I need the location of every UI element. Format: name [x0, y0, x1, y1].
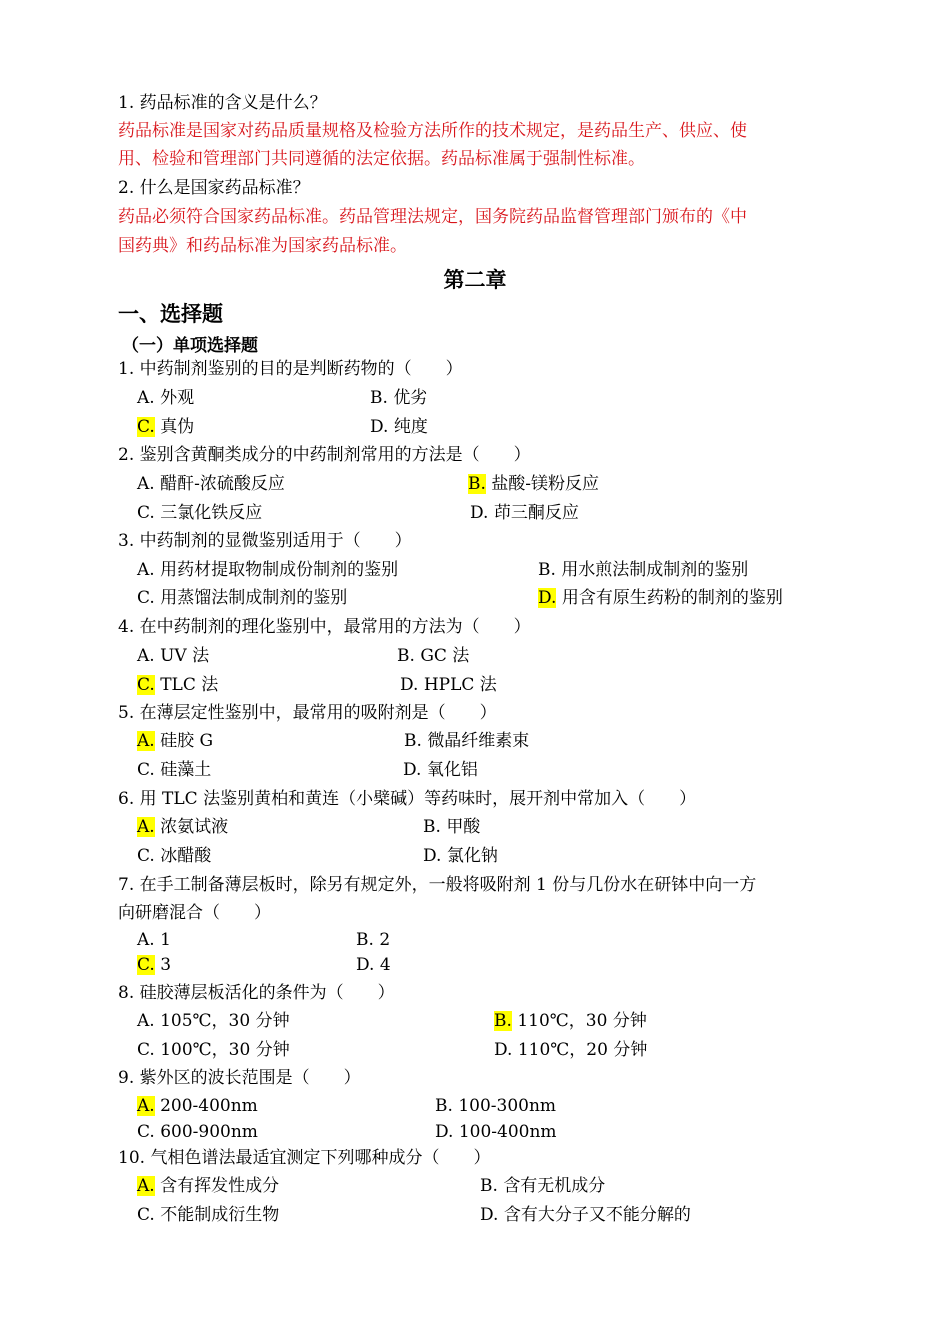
question-10-option-d [480, 1204, 691, 1226]
question-1-stem: 1. 中药制剂鉴别的目的是判断药物的（ ） [118, 359, 463, 379]
question-10-option-b [480, 1175, 605, 1197]
option-text: C. [137, 1205, 155, 1225]
question-3-option-d [538, 587, 783, 609]
option-text: 2 [379, 930, 391, 950]
question-6-option-c [137, 845, 211, 867]
question-8-stem: 8. 硅胶薄层板活化的条件为（ ） [118, 983, 395, 1003]
question-8-option-d [494, 1039, 647, 1061]
option-text: A. [137, 388, 155, 408]
option-text: D. [400, 675, 419, 695]
intro-answer-1-line-2: 用、检验和管理部门共同遵循的法定依据。药品标准属于强制性标准。 [118, 149, 645, 169]
question-8-option-c [137, 1039, 290, 1061]
option-text: 用蒸馏法制成制剂的鉴别 [160, 588, 348, 608]
question-2-option-d [470, 502, 579, 524]
question-2-stem: 2. 鉴别含黄酮类成分的中药制剂常用的方法是（ ） [118, 445, 531, 465]
option-text: D. [494, 1040, 513, 1060]
option-text: HPLC 法 [423, 675, 497, 695]
option-text: 含有无机成分 [503, 1176, 606, 1196]
answer-highlight: A. [137, 731, 155, 751]
question-9-option-d [435, 1121, 557, 1143]
question-1-option-a [137, 387, 194, 409]
option-text: 三氯化铁反应 [160, 503, 263, 523]
option-text: A. [137, 930, 155, 950]
option-text: B. [356, 930, 374, 950]
option-text: B. [404, 731, 422, 751]
question-4-option-d [400, 674, 497, 696]
option-text: 冰醋酸 [160, 846, 212, 866]
question-5-stem: 5. 在薄层定性鉴别中，最常用的吸附剂是（ ） [118, 703, 497, 723]
question-1-option-c [137, 416, 194, 438]
question-7-stem-line-2: 向研磨混合（ ） [118, 903, 271, 923]
option-text: 3 [160, 955, 172, 975]
question-8-option-b [494, 1010, 647, 1032]
question-4-option-a [137, 645, 209, 667]
answer-highlight: A. [137, 1096, 155, 1116]
option-text: D. [480, 1205, 499, 1225]
question-7-stem-line-1: 7. 在手工制备薄层板时，除另有规定外，一般将吸附剂 1 份与几份水在研钵中向一方 [118, 875, 757, 895]
option-text: 100-400nm [458, 1122, 557, 1142]
question-5-option-b [404, 730, 529, 752]
question-2-option-c [137, 502, 262, 524]
question-7-option-b [356, 929, 390, 951]
option-text: GC 法 [420, 646, 470, 666]
option-text: B. [397, 646, 415, 666]
option-text: 4 [379, 955, 391, 975]
option-text: A. [137, 474, 155, 494]
question-9-option-a [137, 1095, 258, 1117]
option-text: 用药材提取物制成份制剂的鉴别 [160, 560, 399, 580]
question-3-option-a [137, 559, 398, 581]
option-text: B. [435, 1096, 453, 1116]
option-text: 氯化钠 [446, 846, 498, 866]
intro-answer-2-line-1: 药品必须符合国家药品标准。药品管理法规定，国务院药品监督管理部门颁布的《中 [118, 207, 747, 227]
option-text: 外观 [160, 388, 195, 408]
question-6-option-a [137, 816, 228, 838]
option-text: 100-300nm [458, 1096, 557, 1116]
answer-highlight: B. [468, 474, 486, 494]
question-7-option-a [137, 929, 171, 951]
option-text: 微晶纤维素束 [427, 731, 530, 751]
option-text: 200-400nm [160, 1096, 258, 1116]
option-text: C. [137, 1040, 155, 1060]
question-2-option-a [137, 473, 285, 495]
option-text: 100℃，30 分钟 [160, 1040, 290, 1060]
option-text: B. [370, 388, 388, 408]
option-text: 纯度 [393, 417, 428, 437]
option-text: A. [137, 560, 155, 580]
question-9-option-c [137, 1121, 258, 1143]
option-text: 茚三酮反应 [493, 503, 579, 523]
question-3-stem: 3. 中药制剂的显微鉴别适用于（ ） [118, 531, 412, 551]
option-text: 110℃，30 分钟 [517, 1011, 647, 1031]
option-text: D. [435, 1122, 454, 1142]
option-text: C. [137, 588, 155, 608]
option-text: 浓氨试液 [160, 817, 229, 837]
option-text: 优劣 [393, 388, 428, 408]
option-text: C. [137, 503, 155, 523]
question-3-option-b [538, 559, 748, 581]
option-text: 盐酸-镁粉反应 [491, 474, 600, 494]
question-6-option-b [423, 816, 480, 838]
answer-highlight: D. [538, 588, 557, 608]
question-10-option-a [137, 1175, 279, 1197]
option-text: D. [423, 846, 442, 866]
chapter-title: 第二章 [443, 267, 507, 292]
option-text: 氧化铝 [426, 760, 478, 780]
option-text: 105℃，30 分钟 [160, 1011, 290, 1031]
answer-highlight: C. [137, 417, 155, 437]
option-text: C. [137, 760, 155, 780]
option-text: 110℃，20 分钟 [517, 1040, 648, 1060]
option-text: D. [470, 503, 489, 523]
question-2-option-b [468, 473, 599, 495]
answer-highlight: A. [137, 1176, 155, 1196]
option-text: D. [370, 417, 389, 437]
option-text: B. [423, 817, 441, 837]
option-text: 1 [160, 930, 171, 950]
question-6-option-d [423, 845, 498, 867]
question-9-stem: 9. 紫外区的波长范围是（ ） [118, 1068, 361, 1088]
subsection-title: （一）单项选择题 [122, 336, 258, 356]
intro-question-1: 1. 药品标准的含义是什么？ [118, 93, 327, 113]
section-title: 一、选择题 [118, 301, 223, 326]
question-1-option-d [370, 416, 428, 438]
question-10-option-c [137, 1204, 279, 1226]
question-1-option-b [370, 387, 427, 409]
question-5-option-c [137, 759, 211, 781]
option-text: 硅胶 G [160, 731, 214, 751]
option-text: A. [137, 646, 155, 666]
question-4-stem: 4. 在中药制剂的理化鉴别中，最常用的方法为（ ） [118, 617, 531, 637]
option-text: C. [137, 1122, 155, 1142]
option-text: 真伪 [160, 417, 195, 437]
answer-highlight: A. [137, 817, 155, 837]
option-text: 用水煎法制成制剂的鉴别 [561, 560, 749, 580]
question-4-option-c [137, 674, 218, 696]
question-3-option-c [137, 587, 347, 609]
option-text: 含有大分子又不能分解的 [503, 1205, 691, 1225]
question-5-option-d [403, 759, 478, 781]
intro-answer-2-line-2: 国药典》和药品标准为国家药品标准。 [118, 236, 407, 256]
option-text: 甲酸 [446, 817, 481, 837]
answer-highlight: C. [137, 955, 155, 975]
option-text: C. [137, 846, 155, 866]
option-text: A. [137, 1011, 155, 1031]
question-6-stem: 6. 用 TLC 法鉴别黄柏和黄连（小檗碱）等药味时，展开剂中常加入（ ） [118, 789, 697, 809]
option-text: 醋酐-浓硫酸反应 [160, 474, 285, 494]
question-7-option-c [137, 954, 171, 976]
question-7-option-d [356, 954, 391, 976]
option-text: B. [538, 560, 556, 580]
intro-question-2: 2. 什么是国家药品标准？ [118, 178, 310, 198]
option-text: 含有挥发性成分 [160, 1176, 280, 1196]
question-8-option-a [137, 1010, 290, 1032]
answer-highlight: B. [494, 1011, 512, 1031]
option-text: B. [480, 1176, 498, 1196]
option-text: 用含有原生药粉的制剂的鉴别 [561, 588, 783, 608]
question-10-stem: 10. 气相色谱法最适宜测定下列哪种成分（ ） [118, 1148, 491, 1168]
answer-highlight: C. [137, 675, 155, 695]
intro-answer-1-line-1: 药品标准是国家对药品质量规格及检验方法所作的技术规定，是药品生产、供应、使 [118, 121, 747, 141]
question-4-option-b [397, 645, 469, 667]
option-text: UV 法 [160, 646, 210, 666]
question-5-option-a [137, 730, 213, 752]
option-text: 600-900nm [160, 1122, 258, 1142]
option-text: 硅藻土 [160, 760, 212, 780]
option-text: D. [403, 760, 422, 780]
option-text: D. [356, 955, 375, 975]
option-text: TLC 法 [160, 675, 219, 695]
option-text: 不能制成衍生物 [160, 1205, 280, 1225]
question-9-option-b [435, 1095, 556, 1117]
